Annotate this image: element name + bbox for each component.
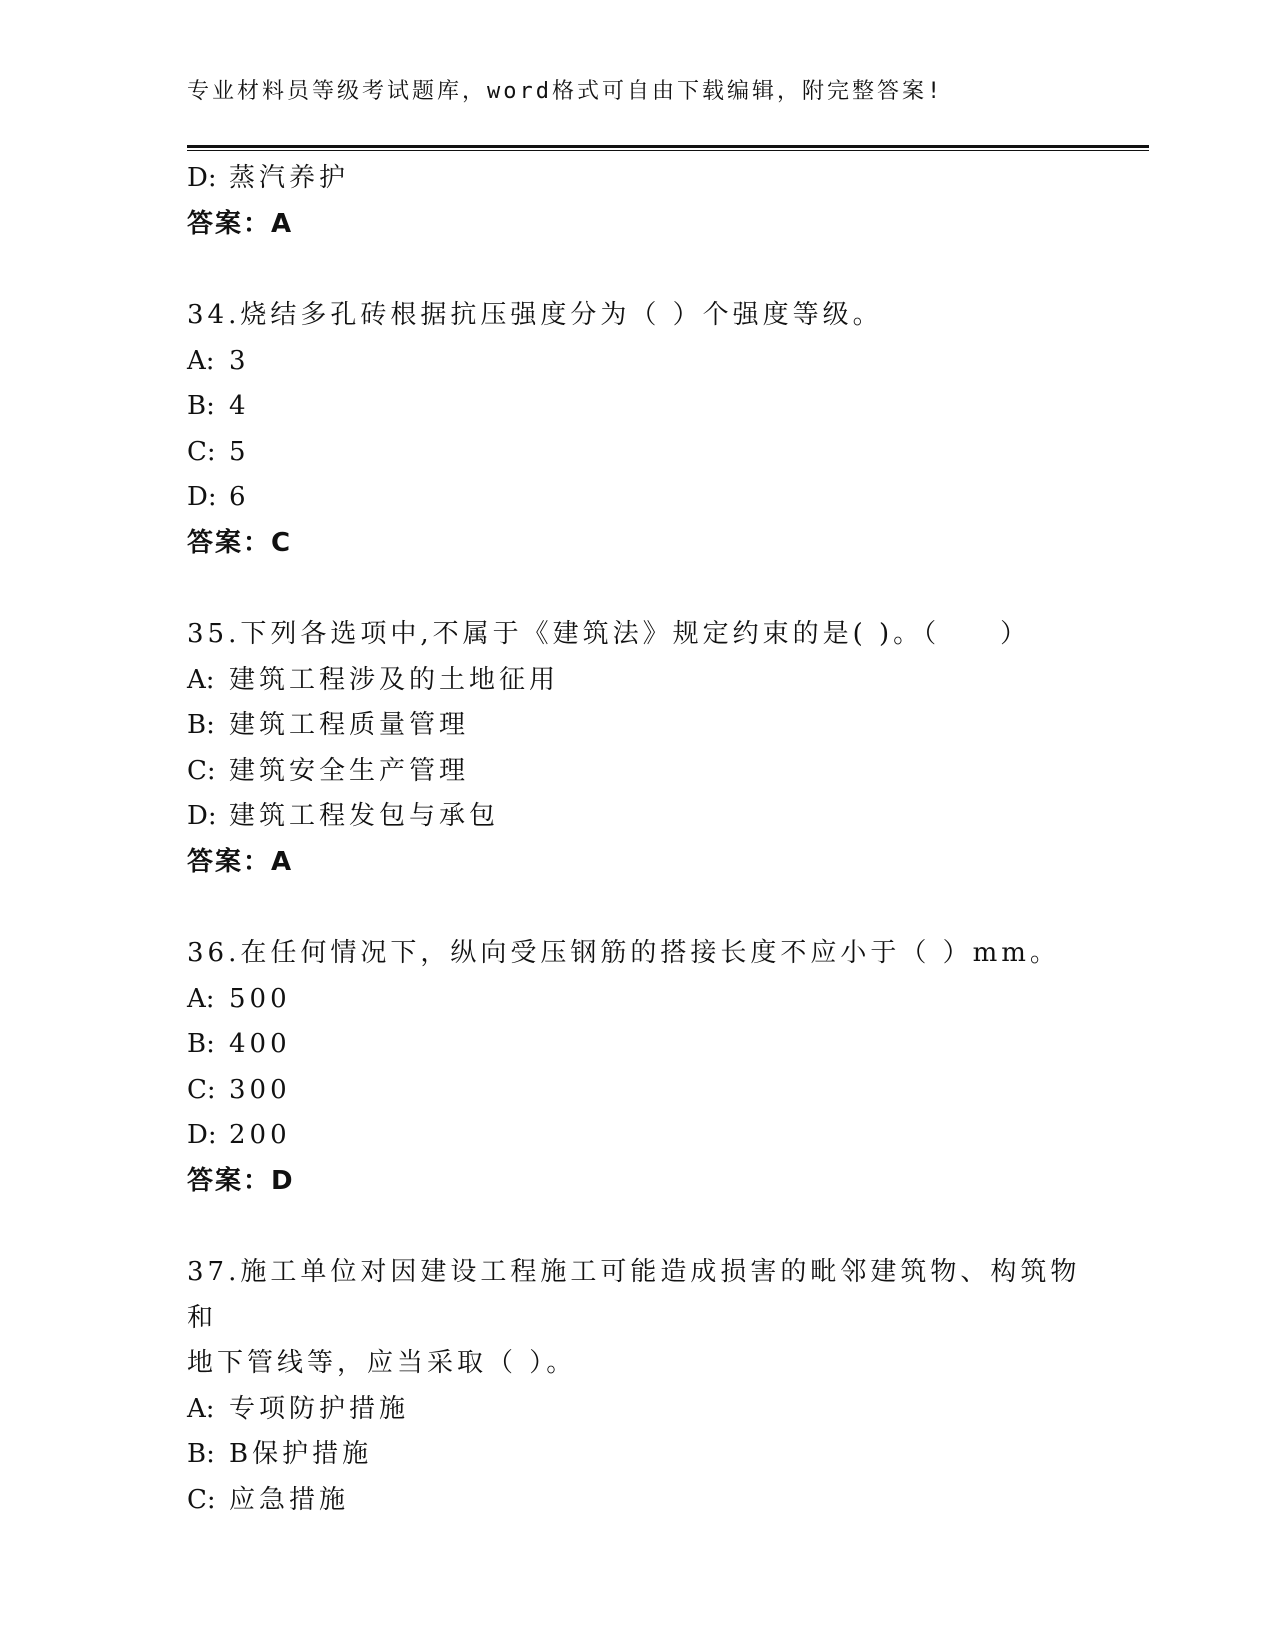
answer: 答案：A bbox=[187, 208, 294, 239]
option-text: 300 bbox=[229, 1074, 291, 1105]
option-b bbox=[187, 1022, 1087, 1068]
answer: 答案：C bbox=[187, 527, 293, 558]
option-letter: D: bbox=[187, 482, 217, 512]
option-d bbox=[187, 1113, 1087, 1159]
option-letter: C: bbox=[187, 755, 216, 786]
answer: 答案：D bbox=[187, 1165, 295, 1196]
header-divider-thick bbox=[187, 145, 1149, 148]
option-text: 400 bbox=[229, 1029, 291, 1059]
question-stem-line: 地下管线等，应当采取（ ）。 bbox=[187, 1348, 577, 1378]
question-stem-line: 37.施工单位对因建设工程施工可能造成损害的毗邻建筑物、构筑物和 bbox=[187, 1257, 1081, 1333]
option-letter: D: bbox=[187, 801, 217, 831]
option-letter: D: bbox=[187, 1120, 217, 1150]
option-letter: A: bbox=[187, 1393, 215, 1424]
option-text: 6 bbox=[229, 482, 250, 512]
option-letter: B: bbox=[187, 1439, 215, 1469]
option-a bbox=[187, 1387, 1087, 1433]
option-text: 5 bbox=[229, 436, 250, 467]
option-text: 专项防护措施 bbox=[229, 1393, 410, 1424]
option-text: 建筑工程涉及的土地征用 bbox=[229, 664, 560, 695]
option-text: 建筑安全生产管理 bbox=[229, 755, 470, 786]
option-text: 应急措施 bbox=[229, 1484, 350, 1515]
option-text: 蒸汽养护 bbox=[229, 163, 350, 193]
option-text: 3 bbox=[229, 345, 250, 376]
option-a bbox=[187, 658, 1087, 704]
question-content bbox=[187, 156, 1087, 1523]
option-letter: C: bbox=[187, 1074, 216, 1105]
option-letter: A: bbox=[187, 664, 215, 695]
option-text: 4 bbox=[229, 391, 250, 421]
option-text: 500 bbox=[229, 983, 291, 1014]
option-d bbox=[187, 475, 1087, 521]
option-c bbox=[187, 430, 1087, 476]
option-letter: B: bbox=[187, 391, 215, 421]
option-letter: A: bbox=[187, 345, 215, 376]
option-b bbox=[187, 384, 1087, 430]
option-text: 建筑工程质量管理 bbox=[229, 710, 470, 740]
option-c bbox=[187, 749, 1087, 795]
option-letter: D: bbox=[187, 163, 217, 193]
question-stem: 36.在任何情况下，纵向受压钢筋的搭接长度不应小于（ ）mm。 bbox=[187, 938, 1060, 968]
option-text: 200 bbox=[229, 1120, 291, 1150]
option-b bbox=[187, 703, 1087, 749]
question-stem: 35.下列各选项中,不属于《建筑法》规定约束的是( )。（ ） bbox=[187, 619, 1031, 649]
option-letter: A: bbox=[187, 983, 215, 1014]
option-text: 建筑工程发包与承包 bbox=[229, 801, 500, 831]
option-d bbox=[187, 794, 1087, 840]
option-a bbox=[187, 977, 1087, 1023]
option-c bbox=[187, 1068, 1087, 1114]
option-b bbox=[187, 1432, 1087, 1478]
option-letter: B: bbox=[187, 1029, 215, 1059]
option-a bbox=[187, 339, 1087, 385]
page-header: 专业材料员等级考试题库，word格式可自由下载编辑，附完整答案! bbox=[187, 79, 944, 104]
option-text: B保护措施 bbox=[229, 1439, 373, 1469]
question-stem: 34.烧结多孔砖根据抗压强度分为（ ）个强度等级。 bbox=[187, 300, 883, 330]
answer: 答案：A bbox=[187, 846, 294, 877]
option-letter: B: bbox=[187, 710, 215, 740]
option-letter: C: bbox=[187, 1484, 216, 1515]
option-d bbox=[187, 156, 1087, 202]
option-letter: C: bbox=[187, 436, 216, 467]
option-c bbox=[187, 1478, 1087, 1524]
header-divider-thin bbox=[187, 150, 1149, 151]
